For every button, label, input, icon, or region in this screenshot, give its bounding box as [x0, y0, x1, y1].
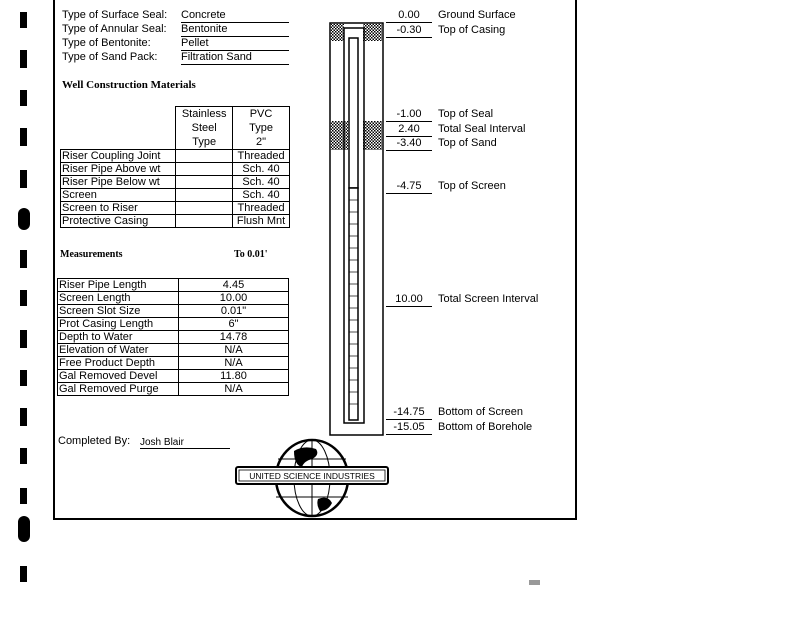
surface-seal [331, 24, 344, 41]
surface-seal [363, 24, 382, 41]
binder-hole [20, 488, 27, 504]
binder-hole [20, 90, 27, 106]
table-row [61, 189, 290, 202]
precision-note: To 0.01' [234, 249, 268, 260]
table-row [61, 150, 290, 163]
measure-item: Riser Pipe Length [58, 279, 179, 292]
material-item: Screen to Riser [61, 202, 176, 215]
depth-annotation [386, 293, 538, 307]
depth-label: Top of Seal [438, 108, 494, 120]
measure-value: 14.78 [179, 331, 289, 344]
binder-hole [20, 128, 27, 146]
measure-value: 10.00 [179, 292, 289, 305]
measure-value: N/A [179, 357, 289, 370]
seal-value: Filtration Sand [181, 51, 289, 65]
pvc-cell: Sch. 40 [233, 163, 290, 176]
measure-item: Depth to Water [58, 331, 179, 344]
depth-annotation [386, 137, 497, 151]
table-row [61, 202, 290, 215]
binder-hole [20, 12, 27, 28]
binder-hole [18, 208, 30, 230]
depth-value: 2.40 [386, 123, 432, 137]
binder-hole [20, 290, 27, 306]
seal-value: Concrete [181, 9, 289, 23]
depth-annotation [386, 24, 505, 38]
depth-annotation [386, 421, 532, 435]
steel-cell [176, 176, 233, 189]
material-item: Screen [61, 189, 176, 202]
binder-hole [20, 170, 27, 188]
well-diagram [320, 10, 390, 440]
depth-value: -14.75 [386, 406, 432, 420]
seal-value: Pellet [181, 37, 289, 51]
measure-item: Prot Casing Length [58, 318, 179, 331]
table-row [58, 357, 289, 370]
table-row [58, 305, 289, 318]
pvc-cell: Sch. 40 [233, 176, 290, 189]
depth-annotation [386, 108, 493, 122]
seal-label: Type of Surface Seal: [62, 9, 168, 21]
depth-annotation [386, 123, 525, 137]
measure-item: Gal Removed Purge [58, 383, 179, 396]
binder-hole [20, 50, 27, 68]
depth-value: 0.00 [386, 9, 432, 23]
measure-value: 4.45 [179, 279, 289, 292]
table-row [58, 279, 289, 292]
completed-name: Josh Blair [140, 437, 230, 449]
depth-label: Top of Casing [438, 24, 506, 36]
seal-value: Bentonite [181, 23, 289, 37]
depth-label: Top of Sand [438, 137, 497, 149]
well-screen [349, 188, 358, 420]
depth-annotation [386, 9, 516, 23]
depth-annotation [386, 180, 506, 194]
stainless-header [176, 107, 233, 150]
binder-hole [20, 448, 27, 464]
depth-value: -4.75 [386, 180, 432, 194]
depth-value: -3.40 [386, 137, 432, 151]
bentonite-seal [363, 121, 382, 150]
depth-label: Total Screen Interval [438, 293, 539, 305]
measure-item: Gal Removed Devel [58, 370, 179, 383]
materials-table [60, 106, 290, 228]
steel-cell [176, 163, 233, 176]
table-row [61, 215, 290, 228]
measurements-table [57, 278, 289, 396]
depth-label: Ground Surface [438, 9, 516, 21]
seal-label: Type of Bentonite: [62, 37, 151, 49]
bentonite-seal [331, 121, 348, 150]
depth-label: Bottom of Borehole [438, 421, 533, 433]
table-row [58, 383, 289, 396]
logo-text: UNITED SCIENCE INDUSTRIES [249, 471, 375, 481]
pvc-cell: Flush Mnt [233, 215, 290, 228]
stainless-header-line: Steel [191, 122, 217, 134]
binder-hole [20, 566, 27, 582]
measure-item: Screen Slot Size [58, 305, 179, 318]
depth-annotation [386, 406, 523, 420]
material-item: Riser Pipe Below wt [61, 176, 176, 189]
table-row [58, 292, 289, 305]
depth-label: Top of Screen [438, 180, 506, 192]
binder-hole [20, 370, 27, 386]
binder-hole [20, 250, 27, 268]
depth-value: -1.00 [386, 108, 432, 122]
measure-item: Screen Length [58, 292, 179, 305]
binder-hole [18, 516, 30, 542]
depth-value: 10.00 [386, 293, 432, 307]
table-row [58, 344, 289, 357]
binder-hole [20, 408, 27, 426]
depth-label: Bottom of Screen [438, 406, 523, 418]
pvc-header-line: PVC [249, 108, 273, 120]
stainless-header-line: Stainless [181, 108, 227, 120]
table-row [58, 331, 289, 344]
measurements-heading: Measurements [60, 249, 123, 260]
materials-heading: Well Construction Materials [62, 79, 196, 91]
measure-value: 6" [179, 318, 289, 331]
depth-value: -15.05 [386, 421, 432, 435]
pvc-cell: Threaded [233, 150, 290, 163]
table-row [58, 370, 289, 383]
steel-cell [176, 189, 233, 202]
table-row [61, 163, 290, 176]
measure-item: Free Product Depth [58, 357, 179, 370]
pvc-header-line: Type [249, 122, 273, 134]
depth-value: -0.30 [386, 24, 432, 38]
scan-mark [529, 580, 540, 585]
seal-label: Type of Sand Pack: [62, 51, 158, 63]
pvc-header-line: 2" [256, 136, 267, 148]
measure-value: 0.01" [179, 305, 289, 318]
material-item: Protective Casing [61, 215, 176, 228]
depth-label: Total Seal Interval [438, 123, 526, 135]
company-logo [232, 437, 392, 519]
pvc-cell: Threaded [233, 202, 290, 215]
binder-hole [20, 330, 27, 348]
completed-label: Completed By: [58, 435, 131, 447]
table-row [61, 176, 290, 189]
table-row [58, 318, 289, 331]
riser-pipe [349, 38, 358, 188]
measure-item: Elevation of Water [58, 344, 179, 357]
steel-cell [176, 202, 233, 215]
seal-label: Type of Annular Seal: [62, 23, 167, 35]
material-item: Riser Coupling Joint [61, 150, 176, 163]
pvc-cell: Sch. 40 [233, 189, 290, 202]
pvc-header [233, 107, 290, 150]
measure-value: N/A [179, 344, 289, 357]
measure-value: 11.80 [179, 370, 289, 383]
steel-cell [176, 150, 233, 163]
measure-value: N/A [179, 383, 289, 396]
stainless-header-line: Type [192, 136, 217, 148]
material-item: Riser Pipe Above wt [61, 163, 176, 176]
steel-cell [176, 215, 233, 228]
